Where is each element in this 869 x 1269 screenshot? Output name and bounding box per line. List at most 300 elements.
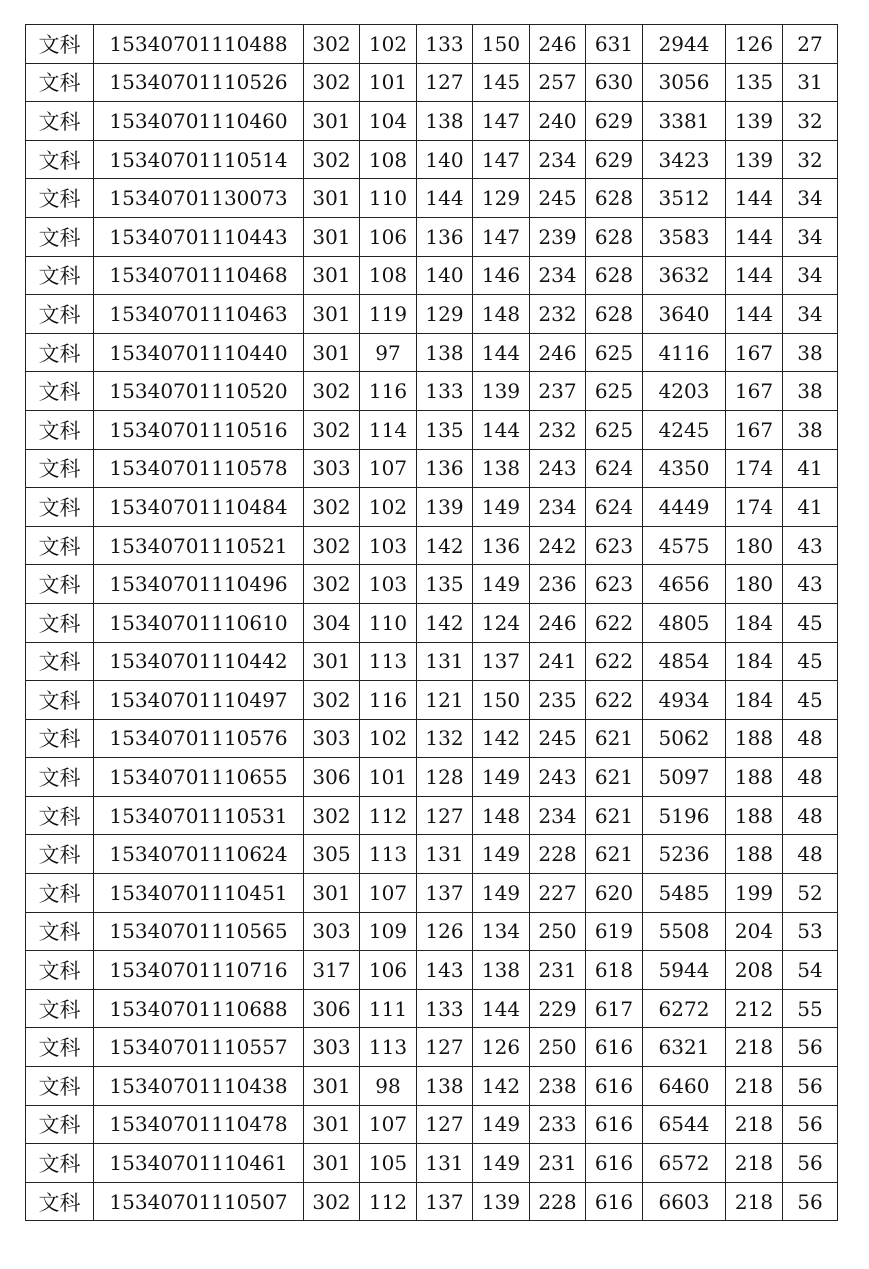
total-score-cell: 621 [586,796,643,835]
chinese-score-cell: 108 [360,256,417,295]
school-rank-cell: 53 [783,912,838,951]
table-row [26,796,838,835]
table-row [26,526,838,565]
province-rank-cell: 5062 [643,719,726,758]
english-score-cell: 139 [473,1182,530,1221]
category-cell: 文科 [26,179,94,218]
math-score-cell: 127 [417,1105,473,1144]
table-row [26,410,838,449]
total-score-cell: 629 [586,140,643,179]
english-score-cell: 134 [473,912,530,951]
candidate-id-cell: 15340701110516 [94,410,304,449]
subject-code-cell: 302 [304,410,360,449]
comprehensive-score-cell: 233 [530,1105,586,1144]
school-rank-cell: 38 [783,372,838,411]
category-cell: 文科 [26,140,94,179]
table-row [26,140,838,179]
total-score-cell: 625 [586,410,643,449]
province-rank-cell: 2944 [643,25,726,64]
table-row [26,333,838,372]
english-score-cell: 124 [473,603,530,642]
table-row [26,1067,838,1106]
math-score-cell: 133 [417,372,473,411]
table-row [26,25,838,64]
chinese-score-cell: 108 [360,140,417,179]
category-cell: 文科 [26,796,94,835]
province-rank-cell: 4203 [643,372,726,411]
category-cell: 文科 [26,372,94,411]
province-rank-cell: 4656 [643,565,726,604]
table-row [26,758,838,797]
total-score-cell: 629 [586,102,643,141]
math-score-cell: 131 [417,835,473,874]
total-score-cell: 628 [586,256,643,295]
category-cell: 文科 [26,951,94,990]
city-rank-cell: 218 [726,1144,783,1183]
subject-code-cell: 301 [304,256,360,295]
table-row [26,603,838,642]
candidate-id-cell: 15340701110514 [94,140,304,179]
math-score-cell: 140 [417,256,473,295]
province-rank-cell: 4350 [643,449,726,488]
candidate-id-cell: 15340701110488 [94,25,304,64]
chinese-score-cell: 116 [360,372,417,411]
school-rank-cell: 56 [783,1144,838,1183]
chinese-score-cell: 110 [360,179,417,218]
category-cell: 文科 [26,410,94,449]
category-cell: 文科 [26,1144,94,1183]
candidate-id-cell: 15340701110610 [94,603,304,642]
candidate-id-cell: 15340701110565 [94,912,304,951]
candidate-id-cell: 15340701110576 [94,719,304,758]
math-score-cell: 128 [417,758,473,797]
comprehensive-score-cell: 231 [530,951,586,990]
total-score-cell: 630 [586,63,643,102]
chinese-score-cell: 113 [360,835,417,874]
table-row [26,642,838,681]
city-rank-cell: 174 [726,449,783,488]
chinese-score-cell: 107 [360,1105,417,1144]
total-score-cell: 628 [586,179,643,218]
subject-code-cell: 304 [304,603,360,642]
category-cell: 文科 [26,217,94,256]
province-rank-cell: 3632 [643,256,726,295]
math-score-cell: 127 [417,796,473,835]
category-cell: 文科 [26,565,94,604]
school-rank-cell: 52 [783,874,838,913]
comprehensive-score-cell: 243 [530,449,586,488]
total-score-cell: 616 [586,1105,643,1144]
school-rank-cell: 27 [783,25,838,64]
candidate-id-cell: 15340701110526 [94,63,304,102]
school-rank-cell: 54 [783,951,838,990]
english-score-cell: 150 [473,25,530,64]
chinese-score-cell: 107 [360,449,417,488]
total-score-cell: 616 [586,1028,643,1067]
subject-code-cell: 306 [304,989,360,1028]
chinese-score-cell: 107 [360,874,417,913]
city-rank-cell: 218 [726,1028,783,1067]
province-rank-cell: 5236 [643,835,726,874]
chinese-score-cell: 113 [360,1028,417,1067]
province-rank-cell: 4575 [643,526,726,565]
math-score-cell: 136 [417,449,473,488]
total-score-cell: 622 [586,642,643,681]
province-rank-cell: 3423 [643,140,726,179]
city-rank-cell: 139 [726,102,783,141]
category-cell: 文科 [26,25,94,64]
comprehensive-score-cell: 235 [530,681,586,720]
chinese-score-cell: 101 [360,758,417,797]
subject-code-cell: 301 [304,179,360,218]
chinese-score-cell: 98 [360,1067,417,1106]
chinese-score-cell: 114 [360,410,417,449]
chinese-score-cell: 111 [360,989,417,1028]
total-score-cell: 624 [586,488,643,527]
category-cell: 文科 [26,295,94,334]
table-row [26,1105,838,1144]
subject-code-cell: 303 [304,719,360,758]
province-rank-cell: 3512 [643,179,726,218]
math-score-cell: 143 [417,951,473,990]
english-score-cell: 148 [473,796,530,835]
comprehensive-score-cell: 232 [530,295,586,334]
candidate-id-cell: 15340701110461 [94,1144,304,1183]
math-score-cell: 135 [417,410,473,449]
category-cell: 文科 [26,603,94,642]
table-row [26,372,838,411]
school-rank-cell: 55 [783,989,838,1028]
english-score-cell: 147 [473,102,530,141]
comprehensive-score-cell: 229 [530,989,586,1028]
province-rank-cell: 6603 [643,1182,726,1221]
subject-code-cell: 301 [304,1105,360,1144]
candidate-id-cell: 15340701110507 [94,1182,304,1221]
subject-code-cell: 301 [304,1067,360,1106]
total-score-cell: 621 [586,758,643,797]
province-rank-cell: 4854 [643,642,726,681]
city-rank-cell: 218 [726,1182,783,1221]
subject-code-cell: 302 [304,488,360,527]
total-score-cell: 620 [586,874,643,913]
comprehensive-score-cell: 234 [530,488,586,527]
table-row [26,951,838,990]
total-score-cell: 622 [586,681,643,720]
candidate-id-cell: 15340701110440 [94,333,304,372]
school-rank-cell: 32 [783,102,838,141]
table-row [26,912,838,951]
candidate-id-cell: 15340701110443 [94,217,304,256]
candidate-id-cell: 15340701110521 [94,526,304,565]
comprehensive-score-cell: 250 [530,912,586,951]
english-score-cell: 139 [473,372,530,411]
math-score-cell: 133 [417,25,473,64]
math-score-cell: 121 [417,681,473,720]
candidate-id-cell: 15340701110438 [94,1067,304,1106]
province-rank-cell: 6272 [643,989,726,1028]
school-rank-cell: 41 [783,449,838,488]
total-score-cell: 618 [586,951,643,990]
school-rank-cell: 34 [783,217,838,256]
english-score-cell: 149 [473,1105,530,1144]
province-rank-cell: 6321 [643,1028,726,1067]
chinese-score-cell: 102 [360,488,417,527]
candidate-id-cell: 15340701110624 [94,835,304,874]
score-table [25,24,838,1221]
chinese-score-cell: 103 [360,526,417,565]
candidate-id-cell: 15340701110484 [94,488,304,527]
subject-code-cell: 302 [304,681,360,720]
table-row [26,1144,838,1183]
math-score-cell: 127 [417,63,473,102]
candidate-id-cell: 15340701110478 [94,1105,304,1144]
english-score-cell: 149 [473,874,530,913]
city-rank-cell: 144 [726,179,783,218]
city-rank-cell: 135 [726,63,783,102]
table-row [26,835,838,874]
subject-code-cell: 302 [304,526,360,565]
comprehensive-score-cell: 228 [530,1182,586,1221]
province-rank-cell: 5196 [643,796,726,835]
candidate-id-cell: 15340701110463 [94,295,304,334]
province-rank-cell: 3056 [643,63,726,102]
city-rank-cell: 180 [726,565,783,604]
table-row [26,449,838,488]
school-rank-cell: 34 [783,295,838,334]
math-score-cell: 144 [417,179,473,218]
comprehensive-score-cell: 242 [530,526,586,565]
chinese-score-cell: 112 [360,796,417,835]
city-rank-cell: 199 [726,874,783,913]
category-cell: 文科 [26,488,94,527]
english-score-cell: 142 [473,719,530,758]
comprehensive-score-cell: 234 [530,256,586,295]
math-score-cell: 142 [417,526,473,565]
candidate-id-cell: 15340701110557 [94,1028,304,1067]
math-score-cell: 137 [417,1182,473,1221]
subject-code-cell: 302 [304,63,360,102]
comprehensive-score-cell: 234 [530,796,586,835]
subject-code-cell: 302 [304,796,360,835]
school-rank-cell: 56 [783,1028,838,1067]
school-rank-cell: 34 [783,179,838,218]
english-score-cell: 149 [473,565,530,604]
subject-code-cell: 301 [304,102,360,141]
math-score-cell: 138 [417,333,473,372]
category-cell: 文科 [26,719,94,758]
english-score-cell: 129 [473,179,530,218]
total-score-cell: 624 [586,449,643,488]
comprehensive-score-cell: 250 [530,1028,586,1067]
english-score-cell: 149 [473,488,530,527]
school-rank-cell: 48 [783,796,838,835]
province-rank-cell: 6460 [643,1067,726,1106]
math-score-cell: 129 [417,295,473,334]
chinese-score-cell: 102 [360,25,417,64]
total-score-cell: 616 [586,1182,643,1221]
candidate-id-cell: 15340701110496 [94,565,304,604]
total-score-cell: 617 [586,989,643,1028]
total-score-cell: 625 [586,333,643,372]
candidate-id-cell: 15340701110468 [94,256,304,295]
city-rank-cell: 144 [726,256,783,295]
math-score-cell: 132 [417,719,473,758]
table-row [26,719,838,758]
candidate-id-cell: 15340701110531 [94,796,304,835]
city-rank-cell: 188 [726,835,783,874]
math-score-cell: 127 [417,1028,473,1067]
english-score-cell: 148 [473,295,530,334]
city-rank-cell: 184 [726,681,783,720]
total-score-cell: 621 [586,835,643,874]
english-score-cell: 147 [473,217,530,256]
city-rank-cell: 204 [726,912,783,951]
english-score-cell: 145 [473,63,530,102]
english-score-cell: 136 [473,526,530,565]
city-rank-cell: 218 [726,1067,783,1106]
total-score-cell: 619 [586,912,643,951]
subject-code-cell: 305 [304,835,360,874]
city-rank-cell: 167 [726,410,783,449]
table-row [26,1028,838,1067]
table-row [26,256,838,295]
table-row [26,179,838,218]
comprehensive-score-cell: 231 [530,1144,586,1183]
subject-code-cell: 301 [304,1144,360,1183]
chinese-score-cell: 102 [360,719,417,758]
category-cell: 文科 [26,681,94,720]
comprehensive-score-cell: 245 [530,719,586,758]
subject-code-cell: 302 [304,565,360,604]
province-rank-cell: 3381 [643,102,726,141]
school-rank-cell: 56 [783,1105,838,1144]
subject-code-cell: 302 [304,25,360,64]
city-rank-cell: 188 [726,758,783,797]
candidate-id-cell: 15340701110655 [94,758,304,797]
city-rank-cell: 188 [726,719,783,758]
math-score-cell: 138 [417,102,473,141]
province-rank-cell: 3640 [643,295,726,334]
total-score-cell: 628 [586,295,643,334]
subject-code-cell: 303 [304,912,360,951]
comprehensive-score-cell: 232 [530,410,586,449]
category-cell: 文科 [26,63,94,102]
chinese-score-cell: 119 [360,295,417,334]
category-cell: 文科 [26,758,94,797]
english-score-cell: 144 [473,333,530,372]
province-rank-cell: 5508 [643,912,726,951]
category-cell: 文科 [26,874,94,913]
comprehensive-score-cell: 257 [530,63,586,102]
school-rank-cell: 48 [783,719,838,758]
math-score-cell: 138 [417,1067,473,1106]
candidate-id-cell: 15340701110578 [94,449,304,488]
chinese-score-cell: 105 [360,1144,417,1183]
english-score-cell: 149 [473,1144,530,1183]
candidate-id-cell: 15340701130073 [94,179,304,218]
province-rank-cell: 6544 [643,1105,726,1144]
province-rank-cell: 4805 [643,603,726,642]
subject-code-cell: 302 [304,372,360,411]
city-rank-cell: 212 [726,989,783,1028]
school-rank-cell: 32 [783,140,838,179]
math-score-cell: 137 [417,874,473,913]
category-cell: 文科 [26,1067,94,1106]
comprehensive-score-cell: 234 [530,140,586,179]
candidate-id-cell: 15340701110497 [94,681,304,720]
total-score-cell: 621 [586,719,643,758]
table-row [26,989,838,1028]
subject-code-cell: 303 [304,449,360,488]
math-score-cell: 142 [417,603,473,642]
comprehensive-score-cell: 246 [530,603,586,642]
subject-code-cell: 301 [304,642,360,681]
category-cell: 文科 [26,256,94,295]
category-cell: 文科 [26,526,94,565]
math-score-cell: 139 [417,488,473,527]
math-score-cell: 135 [417,565,473,604]
total-score-cell: 628 [586,217,643,256]
school-rank-cell: 43 [783,526,838,565]
comprehensive-score-cell: 237 [530,372,586,411]
english-score-cell: 149 [473,835,530,874]
school-rank-cell: 56 [783,1067,838,1106]
comprehensive-score-cell: 239 [530,217,586,256]
chinese-score-cell: 101 [360,63,417,102]
city-rank-cell: 174 [726,488,783,527]
comprehensive-score-cell: 228 [530,835,586,874]
city-rank-cell: 188 [726,796,783,835]
province-rank-cell: 5485 [643,874,726,913]
candidate-id-cell: 15340701110716 [94,951,304,990]
total-score-cell: 623 [586,526,643,565]
city-rank-cell: 218 [726,1105,783,1144]
english-score-cell: 150 [473,681,530,720]
city-rank-cell: 180 [726,526,783,565]
comprehensive-score-cell: 236 [530,565,586,604]
chinese-score-cell: 109 [360,912,417,951]
province-rank-cell: 5097 [643,758,726,797]
school-rank-cell: 45 [783,642,838,681]
math-score-cell: 131 [417,642,473,681]
subject-code-cell: 302 [304,140,360,179]
province-rank-cell: 4116 [643,333,726,372]
school-rank-cell: 48 [783,835,838,874]
english-score-cell: 144 [473,410,530,449]
city-rank-cell: 184 [726,603,783,642]
province-rank-cell: 4449 [643,488,726,527]
comprehensive-score-cell: 241 [530,642,586,681]
school-rank-cell: 31 [783,63,838,102]
school-rank-cell: 41 [783,488,838,527]
province-rank-cell: 4245 [643,410,726,449]
total-score-cell: 616 [586,1067,643,1106]
school-rank-cell: 45 [783,603,838,642]
table-row [26,63,838,102]
candidate-id-cell: 15340701110451 [94,874,304,913]
school-rank-cell: 38 [783,410,838,449]
score-table-body [26,25,838,1221]
school-rank-cell: 48 [783,758,838,797]
chinese-score-cell: 104 [360,102,417,141]
category-cell: 文科 [26,1028,94,1067]
subject-code-cell: 317 [304,951,360,990]
table-row [26,295,838,334]
chinese-score-cell: 113 [360,642,417,681]
comprehensive-score-cell: 243 [530,758,586,797]
school-rank-cell: 45 [783,681,838,720]
total-score-cell: 625 [586,372,643,411]
